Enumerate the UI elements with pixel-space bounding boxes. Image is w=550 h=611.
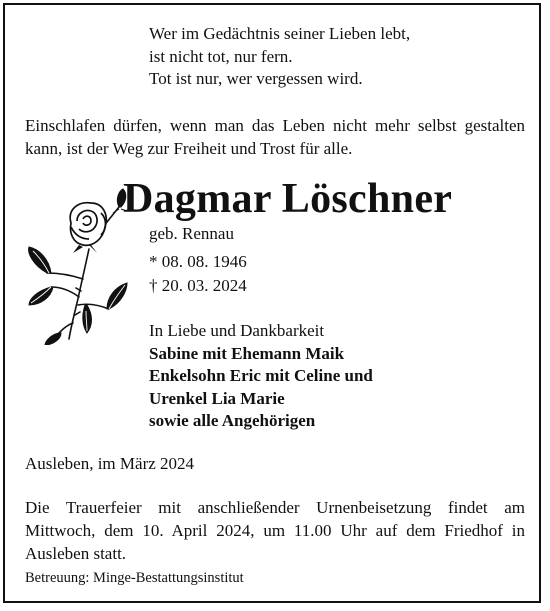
funeral-service-text: Die Trauerfeier mit anschließender Urnenbeisetzung findet am Mittwoch, dem 10. April 2024, um 11.00 Uhr auf dem Friedhof in Ausleben statt. xyxy=(25,498,525,563)
intro-text: Einschlafen dürfen, wenn man das Leben nicht mehr selbst gestalten kann, ist der Weg zur Freiheit und Trost für alle. xyxy=(25,116,525,158)
obituary-card xyxy=(3,3,541,603)
birth-date: * 08. 08. 1946 xyxy=(149,252,247,271)
poem-line: ist nicht tot, nur fern. xyxy=(149,46,293,66)
mourners-intro: In Liebe und Dankbarkeit xyxy=(149,321,325,340)
funeral-home-credit: Betreuung: Minge-Bestattungsinstitut xyxy=(25,570,244,586)
mourner-line: Sabine mit Ehemann Maik xyxy=(149,343,345,363)
life-dates xyxy=(149,250,247,298)
death-date: † 20. 03. 2024 xyxy=(149,276,247,295)
mourner-line: Enkelsohn Eric mit Celine und xyxy=(149,366,373,385)
deceased-name: Dagmar Löschner xyxy=(123,176,453,222)
place-date: Ausleben, im März 2024 xyxy=(25,454,195,473)
mourner-line: sowie alle Angehörigen xyxy=(149,411,316,430)
mourner-line: Urenkel Lia Marie xyxy=(149,388,285,408)
rose-icon xyxy=(23,187,135,345)
poem-line: Wer im Gedächtnis seiner Lieben lebt, xyxy=(149,24,411,43)
birth-name: geb. Rennau xyxy=(149,224,234,243)
poem xyxy=(149,23,410,91)
mourners xyxy=(149,320,373,433)
poem-line: Tot ist nur, wer vergessen wird. xyxy=(149,69,363,88)
